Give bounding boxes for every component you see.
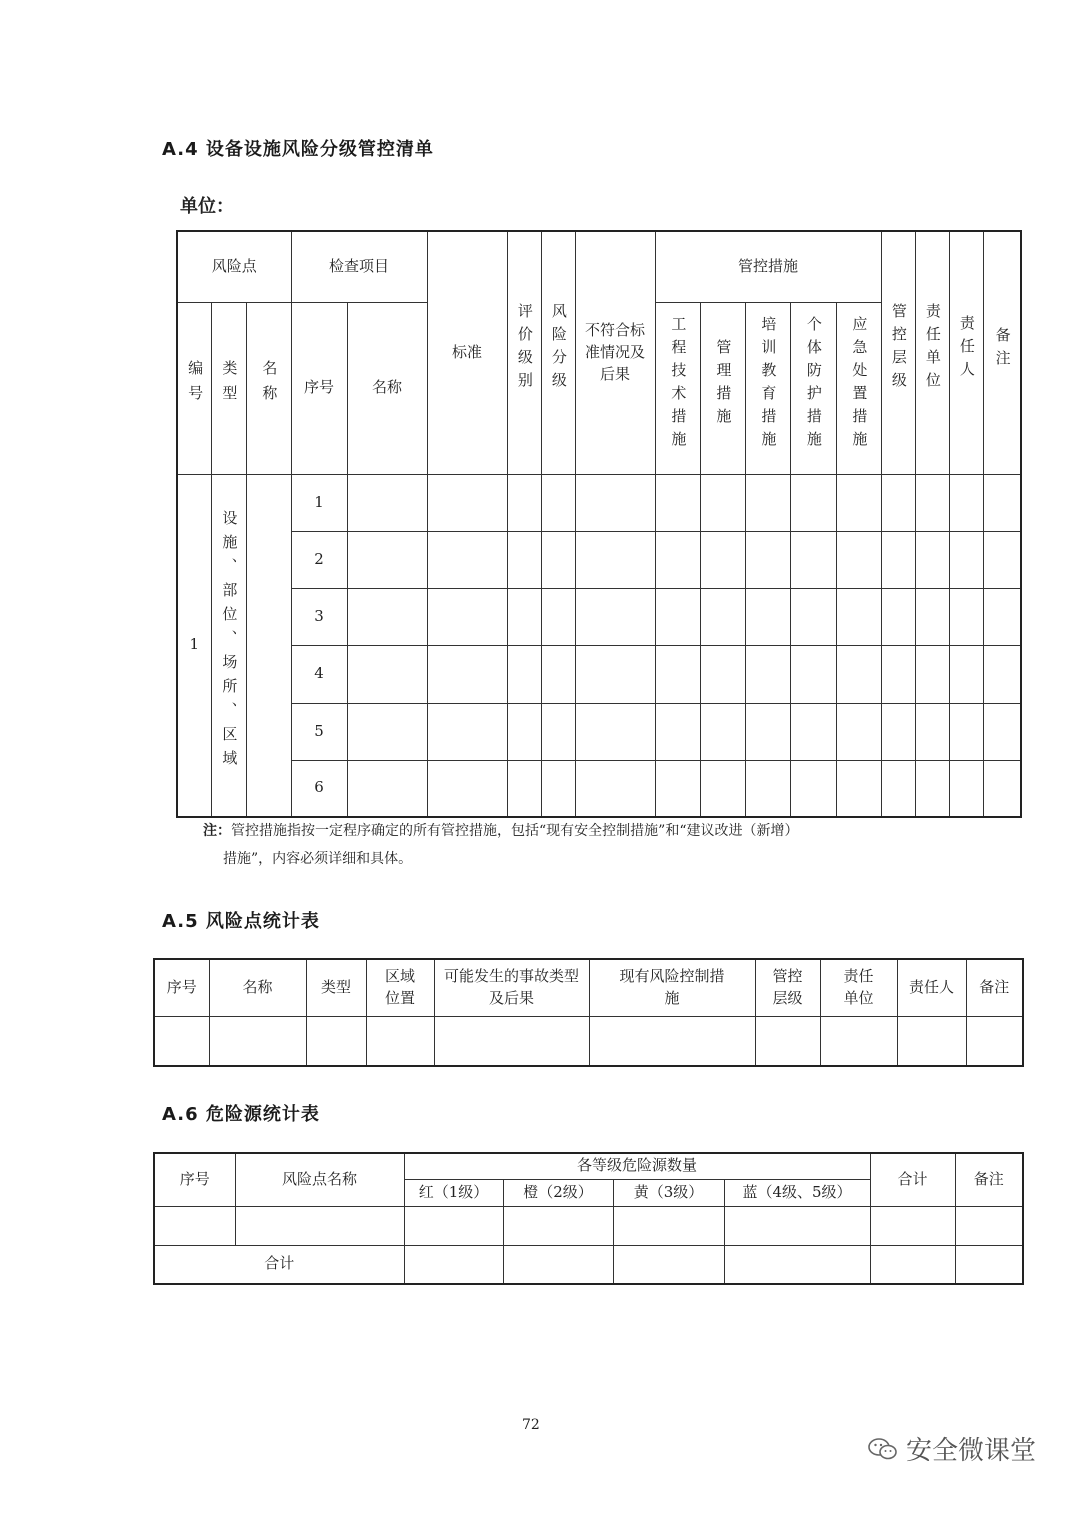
risk-point-stats-table: [153, 958, 1024, 1067]
header-nonconform: 不符合标准情况及后果: [575, 231, 655, 474]
a5-header: 责任人: [897, 959, 966, 1016]
header-risk-point: 风险点: [177, 231, 291, 302]
header-eval-level: 评价级别: [507, 231, 541, 474]
watermark-text: 安全微课堂: [906, 1436, 1037, 1466]
header-check-item: 检查项目: [291, 231, 427, 302]
a6-header-blue: 蓝（4级、5级）: [724, 1179, 870, 1206]
header-resp-person: 责任人: [949, 231, 983, 474]
row-seq: 4: [291, 645, 347, 703]
a5-header: 序号: [154, 959, 209, 1016]
header-management: 管理措施: [700, 302, 745, 474]
risk-control-table: [176, 230, 1022, 818]
header-control-level: 管控层级: [881, 231, 915, 474]
a5-header: 现有风险控制措施: [589, 959, 755, 1016]
row-seq: 6: [291, 760, 347, 817]
header-training: 培训教育措施: [745, 302, 790, 474]
watermark: [868, 1430, 1036, 1467]
a6-header-orange: 橙（2级）: [503, 1179, 613, 1206]
a5-header: 备注: [966, 959, 1023, 1016]
header-type: 类型: [211, 302, 246, 474]
section-a6-heading: A.6 危险源统计表: [162, 1104, 320, 1125]
page-number: 72: [522, 1417, 540, 1433]
a6-header-group: 各等级危险源数量: [404, 1153, 870, 1179]
header-emergency: 应急处置措施: [836, 302, 881, 474]
a6-header-seq: 序号: [154, 1153, 235, 1206]
header-seq: 序号: [291, 302, 347, 474]
a6-header-red: 红（1级）: [404, 1179, 503, 1206]
header-item-name: 名称: [347, 302, 427, 474]
header-ppe: 个体防护措施: [790, 302, 836, 474]
note-line-1: 管控措施指按一定程序确定的所有管控措施，包括“现有安全控制措施”和“建议改进（新增）: [231, 823, 799, 839]
hazard-stats-table: [153, 1152, 1024, 1285]
a5-header: 管控层级: [755, 959, 820, 1016]
row-no: 1: [177, 474, 211, 817]
header-name: 名称: [246, 302, 291, 474]
row-type: 设施、部位、场所、区域: [211, 474, 246, 817]
a6-header-remark: 备注: [955, 1153, 1023, 1206]
header-remark: 备注: [983, 231, 1021, 474]
wechat-icon: [868, 1438, 898, 1460]
section-a4-heading: A.4 设备设施风险分级管控清单: [162, 139, 434, 160]
row-seq: 1: [291, 474, 347, 531]
header-no: 编号: [177, 302, 211, 474]
header-engineering: 工程技术措施: [655, 302, 700, 474]
a5-header: 名称: [209, 959, 306, 1016]
row-seq: 5: [291, 703, 347, 760]
row-name: [246, 474, 291, 817]
a5-header: 可能发生的事故类型及后果: [434, 959, 589, 1016]
a6-header-yellow: 黄（3级）: [613, 1179, 724, 1206]
a6-total-row-label: 合计: [154, 1245, 404, 1284]
a6-header-name: 风险点名称: [235, 1153, 404, 1206]
note-label: 注：: [203, 823, 231, 839]
note-line-2: 措施”，内容必须详细和具体。: [223, 851, 413, 867]
a5-header: 责任单位: [820, 959, 897, 1016]
section-a5-heading: A.5 风险点统计表: [162, 911, 320, 932]
header-resp-unit: 责任单位: [915, 231, 949, 474]
a5-header: 区域位置: [366, 959, 434, 1016]
header-control-measures: 管控措施: [655, 231, 881, 302]
row-seq: 2: [291, 531, 347, 588]
row-seq: 3: [291, 588, 347, 645]
table-note: [203, 817, 1003, 873]
header-standard: 标准: [427, 231, 507, 474]
a6-header-total: 合计: [870, 1153, 955, 1206]
a5-header: 类型: [306, 959, 366, 1016]
header-risk-grade: 风险分级: [541, 231, 575, 474]
unit-label: 单位：: [180, 196, 234, 217]
